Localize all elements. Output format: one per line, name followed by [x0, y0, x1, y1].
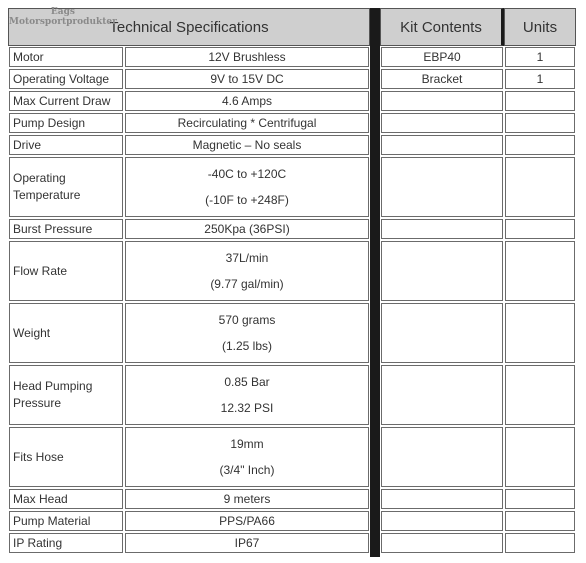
spec-value-line: 9 meters	[223, 492, 271, 506]
spec-label: Max Current Draw	[9, 91, 123, 111]
spec-label: Pump Design	[9, 113, 123, 133]
kit-row	[380, 156, 576, 218]
spec-value	[125, 219, 369, 239]
specs-column	[8, 8, 370, 554]
specs-header	[8, 8, 370, 46]
spec-value	[125, 91, 369, 111]
kit-units	[505, 365, 575, 425]
kit-item: EBP40	[381, 47, 503, 67]
spec-row	[8, 218, 370, 240]
spec-label: Burst Pressure	[9, 219, 123, 239]
kit-units: 1	[505, 47, 575, 67]
kit-item	[381, 113, 503, 133]
kit-item	[381, 533, 503, 553]
kit-units	[505, 241, 575, 301]
spec-value	[125, 427, 369, 487]
spec-value-line: 0.85 Bar	[224, 375, 270, 389]
spec-row	[8, 68, 370, 90]
spec-value-line: 37L/min	[225, 251, 269, 265]
kit-row	[380, 68, 576, 90]
kit-units	[505, 533, 575, 553]
spec-value-line: 12V Brushless	[208, 50, 286, 64]
spec-row	[8, 90, 370, 112]
spec-value	[125, 135, 369, 155]
kit-item: Bracket	[381, 69, 503, 89]
kit-row	[380, 218, 576, 240]
kit-item	[381, 511, 503, 531]
spec-label: Fits Hose	[9, 427, 123, 487]
kit-row	[380, 240, 576, 302]
spec-row	[8, 134, 370, 156]
kit-item	[381, 135, 503, 155]
spec-row	[8, 488, 370, 510]
kit-units	[505, 219, 575, 239]
spec-row	[8, 426, 370, 488]
spec-label: Weight	[9, 303, 123, 363]
kit-row	[380, 426, 576, 488]
spec-value-line: 9V to 15V DC	[210, 72, 284, 86]
spec-value-line: (-10F to +248F)	[205, 193, 289, 207]
kit-units	[505, 135, 575, 155]
spec-value	[125, 489, 369, 509]
kit-item	[381, 157, 503, 217]
spec-value	[125, 157, 369, 217]
kit-item	[381, 219, 503, 239]
spec-label: Pump Material	[9, 511, 123, 531]
kit-row	[380, 488, 576, 510]
spec-label: Max Head	[9, 489, 123, 509]
kit-row	[380, 134, 576, 156]
spec-label: Flow Rate	[9, 241, 123, 301]
kit-units	[505, 303, 575, 363]
spec-value	[125, 365, 369, 425]
kit-row	[380, 510, 576, 532]
spec-value	[125, 69, 369, 89]
kit-header	[380, 8, 504, 46]
spec-row	[8, 112, 370, 134]
brand-line2: Motorsportprodukter	[9, 17, 117, 27]
kit-row	[380, 532, 576, 554]
spec-row	[8, 46, 370, 68]
spec-value	[125, 241, 369, 301]
spec-value-line: 250Kpa (36PSI)	[204, 222, 290, 236]
spec-row	[8, 302, 370, 364]
units-header-title: Units	[522, 18, 558, 36]
spec-table	[8, 8, 576, 557]
spec-value	[125, 47, 369, 67]
kit-item	[381, 489, 503, 509]
spec-value-line: 19mm	[230, 437, 264, 451]
column-divider	[370, 8, 380, 557]
spec-value	[125, 533, 369, 553]
spec-label: Motor	[9, 47, 123, 67]
spec-row	[8, 364, 370, 426]
kit-units	[505, 157, 575, 217]
spec-row	[8, 510, 370, 532]
kit-item	[381, 365, 503, 425]
kit-units	[505, 427, 575, 487]
spec-row	[8, 156, 370, 218]
spec-value-line: (9.77 gal/min)	[210, 277, 284, 291]
kit-row	[380, 364, 576, 426]
kit-units	[505, 91, 575, 111]
spec-value-line: (3/4" Inch)	[219, 463, 275, 477]
kit-units	[505, 113, 575, 133]
kit-row	[380, 46, 576, 68]
kit-units	[505, 511, 575, 531]
brand-watermark	[9, 7, 117, 27]
kit-header-row	[380, 8, 576, 46]
kit-item	[381, 427, 503, 487]
kit-header-title: Kit Contents	[400, 18, 482, 36]
kit-rows	[380, 46, 576, 554]
spec-value-line: Recirculating * Centrifugal	[177, 116, 317, 130]
spec-value-line: 4.6 Amps	[221, 94, 273, 108]
kit-row	[380, 90, 576, 112]
units-header	[504, 8, 576, 46]
kit-row	[380, 112, 576, 134]
spec-row	[8, 240, 370, 302]
kit-row	[380, 302, 576, 364]
spec-value	[125, 113, 369, 133]
spec-value-line: IP67	[234, 536, 260, 550]
spec-value-line: (1.25 lbs)	[221, 339, 273, 353]
spec-label: Operating Voltage	[9, 69, 123, 89]
spec-row	[8, 532, 370, 554]
spec-value-line: PPS/PA66	[219, 514, 275, 528]
brand-line1: Eags	[50, 7, 75, 17]
kit-column	[380, 8, 576, 554]
spec-value-line: 12.32 PSI	[220, 401, 274, 415]
kit-units	[505, 489, 575, 509]
spec-label: IP Rating	[9, 533, 123, 553]
spec-value-line: -40C to +120C	[207, 167, 287, 181]
kit-units: 1	[505, 69, 575, 89]
spec-label: Drive	[9, 135, 123, 155]
spec-label: Operating Temperature	[9, 157, 123, 217]
spec-value-line: Magnetic – No seals	[192, 138, 302, 152]
spec-value	[125, 303, 369, 363]
spec-value-line: 570 grams	[218, 313, 276, 327]
spec-label: Head Pumping Pressure	[9, 365, 123, 425]
spec-value	[125, 511, 369, 531]
kit-item	[381, 241, 503, 301]
spec-rows	[8, 46, 370, 554]
kit-item	[381, 91, 503, 111]
specs-header-title: Technical Specifications	[109, 18, 269, 36]
kit-item	[381, 303, 503, 363]
